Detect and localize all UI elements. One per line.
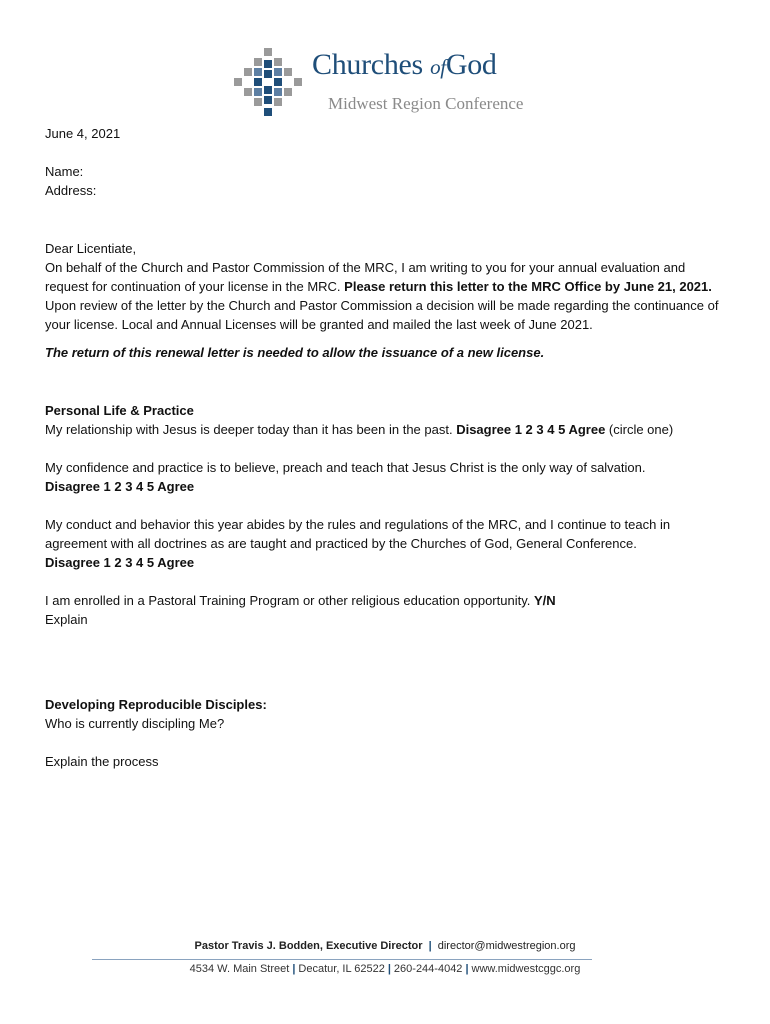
organization-name: Churches ofGod: [312, 48, 497, 81]
website-link: www.midwestcggc.org: [471, 963, 581, 975]
name-label: Name:: [45, 164, 84, 179]
letterhead-logo: [232, 46, 552, 122]
question-conduct: My conduct and behavior this year abides by the rules and regulations of the MRC, and I continue to teach in agreement with all doctrines as are taught and practiced by the Churches of God, General Conference. Disagree 1 2 3 4 5 Agree: [45, 517, 671, 570]
section-heading-disciples: Developing Reproducible Disciples:: [45, 697, 267, 712]
organization-subtitle: Midwest Region Conference: [328, 94, 524, 113]
salutation: Dear Licentiate,: [45, 241, 137, 256]
question-discipler: Who is currently discipling Me?: [45, 716, 225, 731]
footer-contact: Pastor Travis J. Bodden, Executive Director | director@midwestregion.org: [194, 940, 576, 952]
address-label: Address:: [45, 183, 97, 198]
letter-body: [45, 124, 725, 771]
letter-date: June 4, 2021: [45, 126, 121, 141]
question-confidence: My confidence and practice is to believe, preach and teach that Jesus Christ is the only way of salvation. Disagree 1 2 3 4 5 Agree: [45, 460, 646, 494]
intro-paragraph: On behalf of the Church and Pastor Commission of the MRC, I am writing to you for your annual evaluation and request for continuation of your license in the MRC. Please return this letter to the MRC Office by June 21, 2021. Upon review of the letter by the Church and Pastor Commission a decision will be made regarding the continuance of your license. Local and Annual Licenses will be granted and mailed the last week of June 2021.: [45, 260, 719, 332]
question-enrolled: I am enrolled in a Pastoral Training Program or other religious education opportunity. Y/N: [45, 593, 556, 608]
section-heading-personal: Personal Life & Practice: [45, 403, 194, 418]
footer-address: 4534 W. Main Street | Decatur, IL 62522 | 260-244-4042 | www.midwestcggc.org: [189, 963, 581, 975]
question-relationship: My relationship with Jesus is deeper today than it has been in the past. Disagree 1 2 3 4 5 Agree (circle one): [45, 422, 674, 437]
question-process: Explain the process: [45, 754, 159, 769]
director-name: Pastor Travis J. Bodden, Executive Director: [194, 940, 423, 952]
renewal-notice: The return of this renewal letter is needed to allow the issuance of a new license.: [45, 345, 545, 360]
footer-divider: [92, 959, 592, 960]
director-email: director@midwestregion.org: [437, 940, 576, 952]
explain-label: Explain: [45, 612, 88, 627]
cross-mosaic-logo-icon: [232, 46, 304, 122]
